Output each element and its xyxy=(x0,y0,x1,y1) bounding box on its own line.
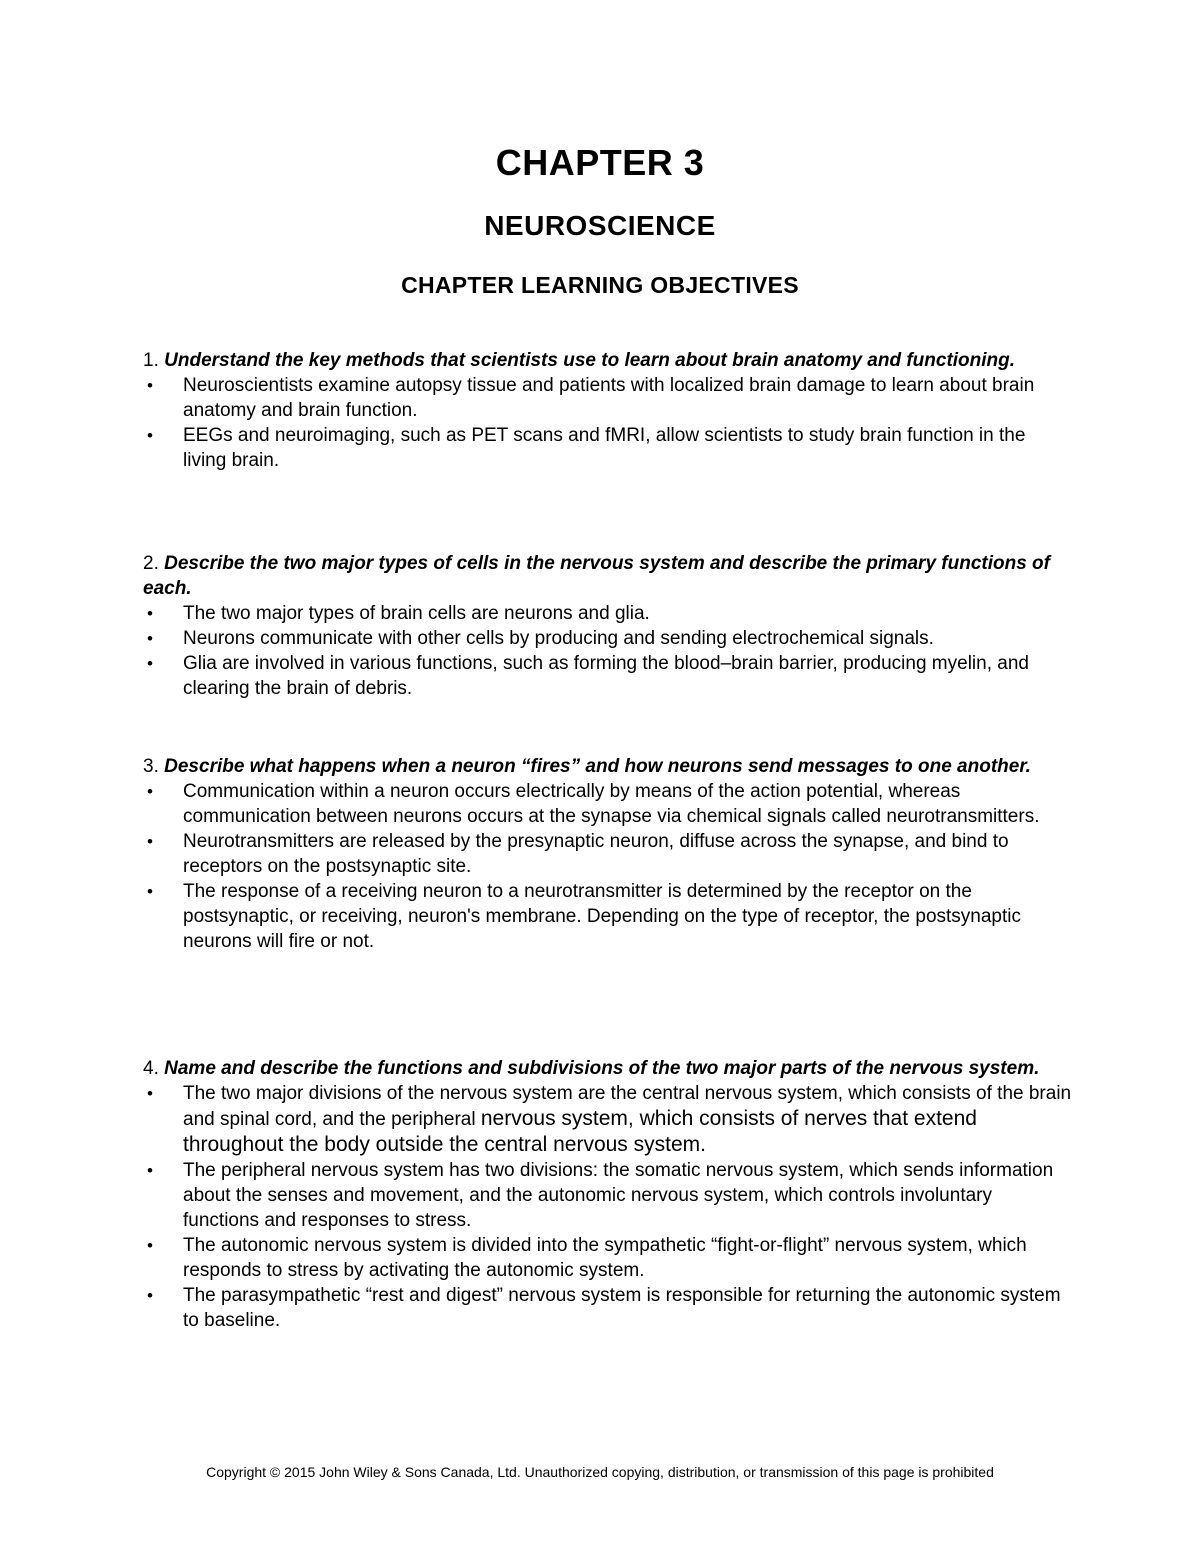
bullet-icon: • xyxy=(147,1161,153,1180)
list-item xyxy=(143,779,1073,829)
list-item xyxy=(143,423,1073,473)
list-item-text: Communication within a neuron occurs electrically by means of the action potential, whereas communication between neurons occurs at the synapse via chemical signals called neurotransmitters. xyxy=(183,781,1040,827)
objective-1 xyxy=(143,348,1073,473)
objective-title xyxy=(143,348,1073,373)
objective-number: 2. xyxy=(143,553,159,574)
list-item-text: The two major divisions of the nervous system are the central nervous system, which consists of the brain and spinal cord, and the peripheral xyxy=(183,1083,1072,1130)
objective-2 xyxy=(143,551,1073,701)
copyright-footer: Copyright © 2015 John Wiley & Sons Canada, Ltd. Unauthorized copying, distribution, or transmission of this page is prohibited xyxy=(206,1464,994,1480)
list-item-text: The autonomic nervous system is divided into the sympathetic “fight-or-flight” nervous system, which responds to stress by activating the autonomic system. xyxy=(183,1235,1027,1281)
objective-number: 1. xyxy=(143,350,159,371)
chapter-title: CHAPTER 3 xyxy=(495,142,705,183)
list-item xyxy=(143,601,1073,626)
list-item-text: The peripheral nervous system has two divisions: the somatic nervous system, which sends information about the senses and movement, and the autonomic nervous system, which controls involuntary functions and responses to stress. xyxy=(183,1160,1054,1231)
list-item-text-large: nervous system, which consists of nerves that extend throughout the body outside the central nervous system. xyxy=(183,1107,977,1156)
list-item-text: Neuroscientists examine autopsy tissue and patients with localized brain damage to learn about brain anatomy and brain function. xyxy=(183,375,1035,421)
list-item xyxy=(143,373,1073,423)
list-item xyxy=(143,1081,1073,1158)
list-item-text: The two major types of brain cells are neurons and glia. xyxy=(183,603,650,624)
bullet-icon: • xyxy=(147,629,153,648)
objective-title-text: Understand the key methods that scientists use to learn about brain anatomy and functioning. xyxy=(164,350,1016,371)
list-item xyxy=(143,626,1073,651)
bullet-icon: • xyxy=(147,426,153,445)
bullet-icon: • xyxy=(147,654,153,673)
bullet-list xyxy=(143,779,1073,954)
bullet-icon: • xyxy=(147,882,153,901)
bullet-list xyxy=(143,1081,1073,1333)
objective-4 xyxy=(143,1056,1073,1333)
list-item-text: Neurons communicate with other cells by producing and sending electrochemical signals. xyxy=(183,628,934,649)
bullet-list xyxy=(143,373,1073,473)
list-item xyxy=(143,879,1073,954)
section-heading: CHAPTER LEARNING OBJECTIVES xyxy=(401,272,799,298)
list-item xyxy=(143,1158,1073,1233)
list-item xyxy=(143,829,1073,879)
list-item-text: Neurotransmitters are released by the presynaptic neuron, diffuse across the synapse, and bind to receptors on the postsynaptic site. xyxy=(183,831,1009,877)
list-item xyxy=(143,1283,1073,1333)
objective-title-text: Name and describe the functions and subdivisions of the two major parts of the nervous system. xyxy=(164,1058,1040,1079)
bullet-icon: • xyxy=(147,604,153,623)
list-item-text: The parasympathetic “rest and digest” nervous system is responsible for returning the autonomic system to baseline. xyxy=(183,1285,1061,1331)
bullet-icon: • xyxy=(147,782,153,801)
chapter-subject: NEUROSCIENCE xyxy=(484,210,716,241)
bullet-list xyxy=(143,601,1073,701)
bullet-icon: • xyxy=(147,832,153,851)
list-item-text: The response of a receiving neuron to a neurotransmitter is determined by the receptor on the postsynaptic, or receiving, neuron's membrane. Depending on the type of receptor, the postsynaptic neurons will fire or not. xyxy=(183,881,1022,952)
objective-title xyxy=(143,754,1073,779)
list-item xyxy=(143,1233,1073,1283)
list-item-text: Glia are involved in various functions, such as forming the blood–brain barrier, producing myelin, and clearing the brain of debris. xyxy=(183,653,1029,699)
list-item xyxy=(143,651,1073,701)
bullet-icon: • xyxy=(147,1084,153,1103)
objective-number: 3. xyxy=(143,756,159,777)
objective-title xyxy=(143,551,1073,601)
bullet-icon: • xyxy=(147,376,153,395)
list-item-text: EEGs and neuroimaging, such as PET scans and fMRI, allow scientists to study brain function in the living brain. xyxy=(183,425,1026,471)
objective-title-text: Describe what happens when a neuron “fires” and how neurons send messages to one another. xyxy=(164,756,1031,777)
objective-title-text: Describe the two major types of cells in the nervous system and describe the primary functions of each. xyxy=(143,553,1050,599)
objective-number: 4. xyxy=(143,1058,159,1079)
bullet-icon: • xyxy=(147,1286,153,1305)
bullet-icon: • xyxy=(147,1236,153,1255)
objective-title xyxy=(143,1056,1073,1081)
objective-3 xyxy=(143,754,1073,954)
